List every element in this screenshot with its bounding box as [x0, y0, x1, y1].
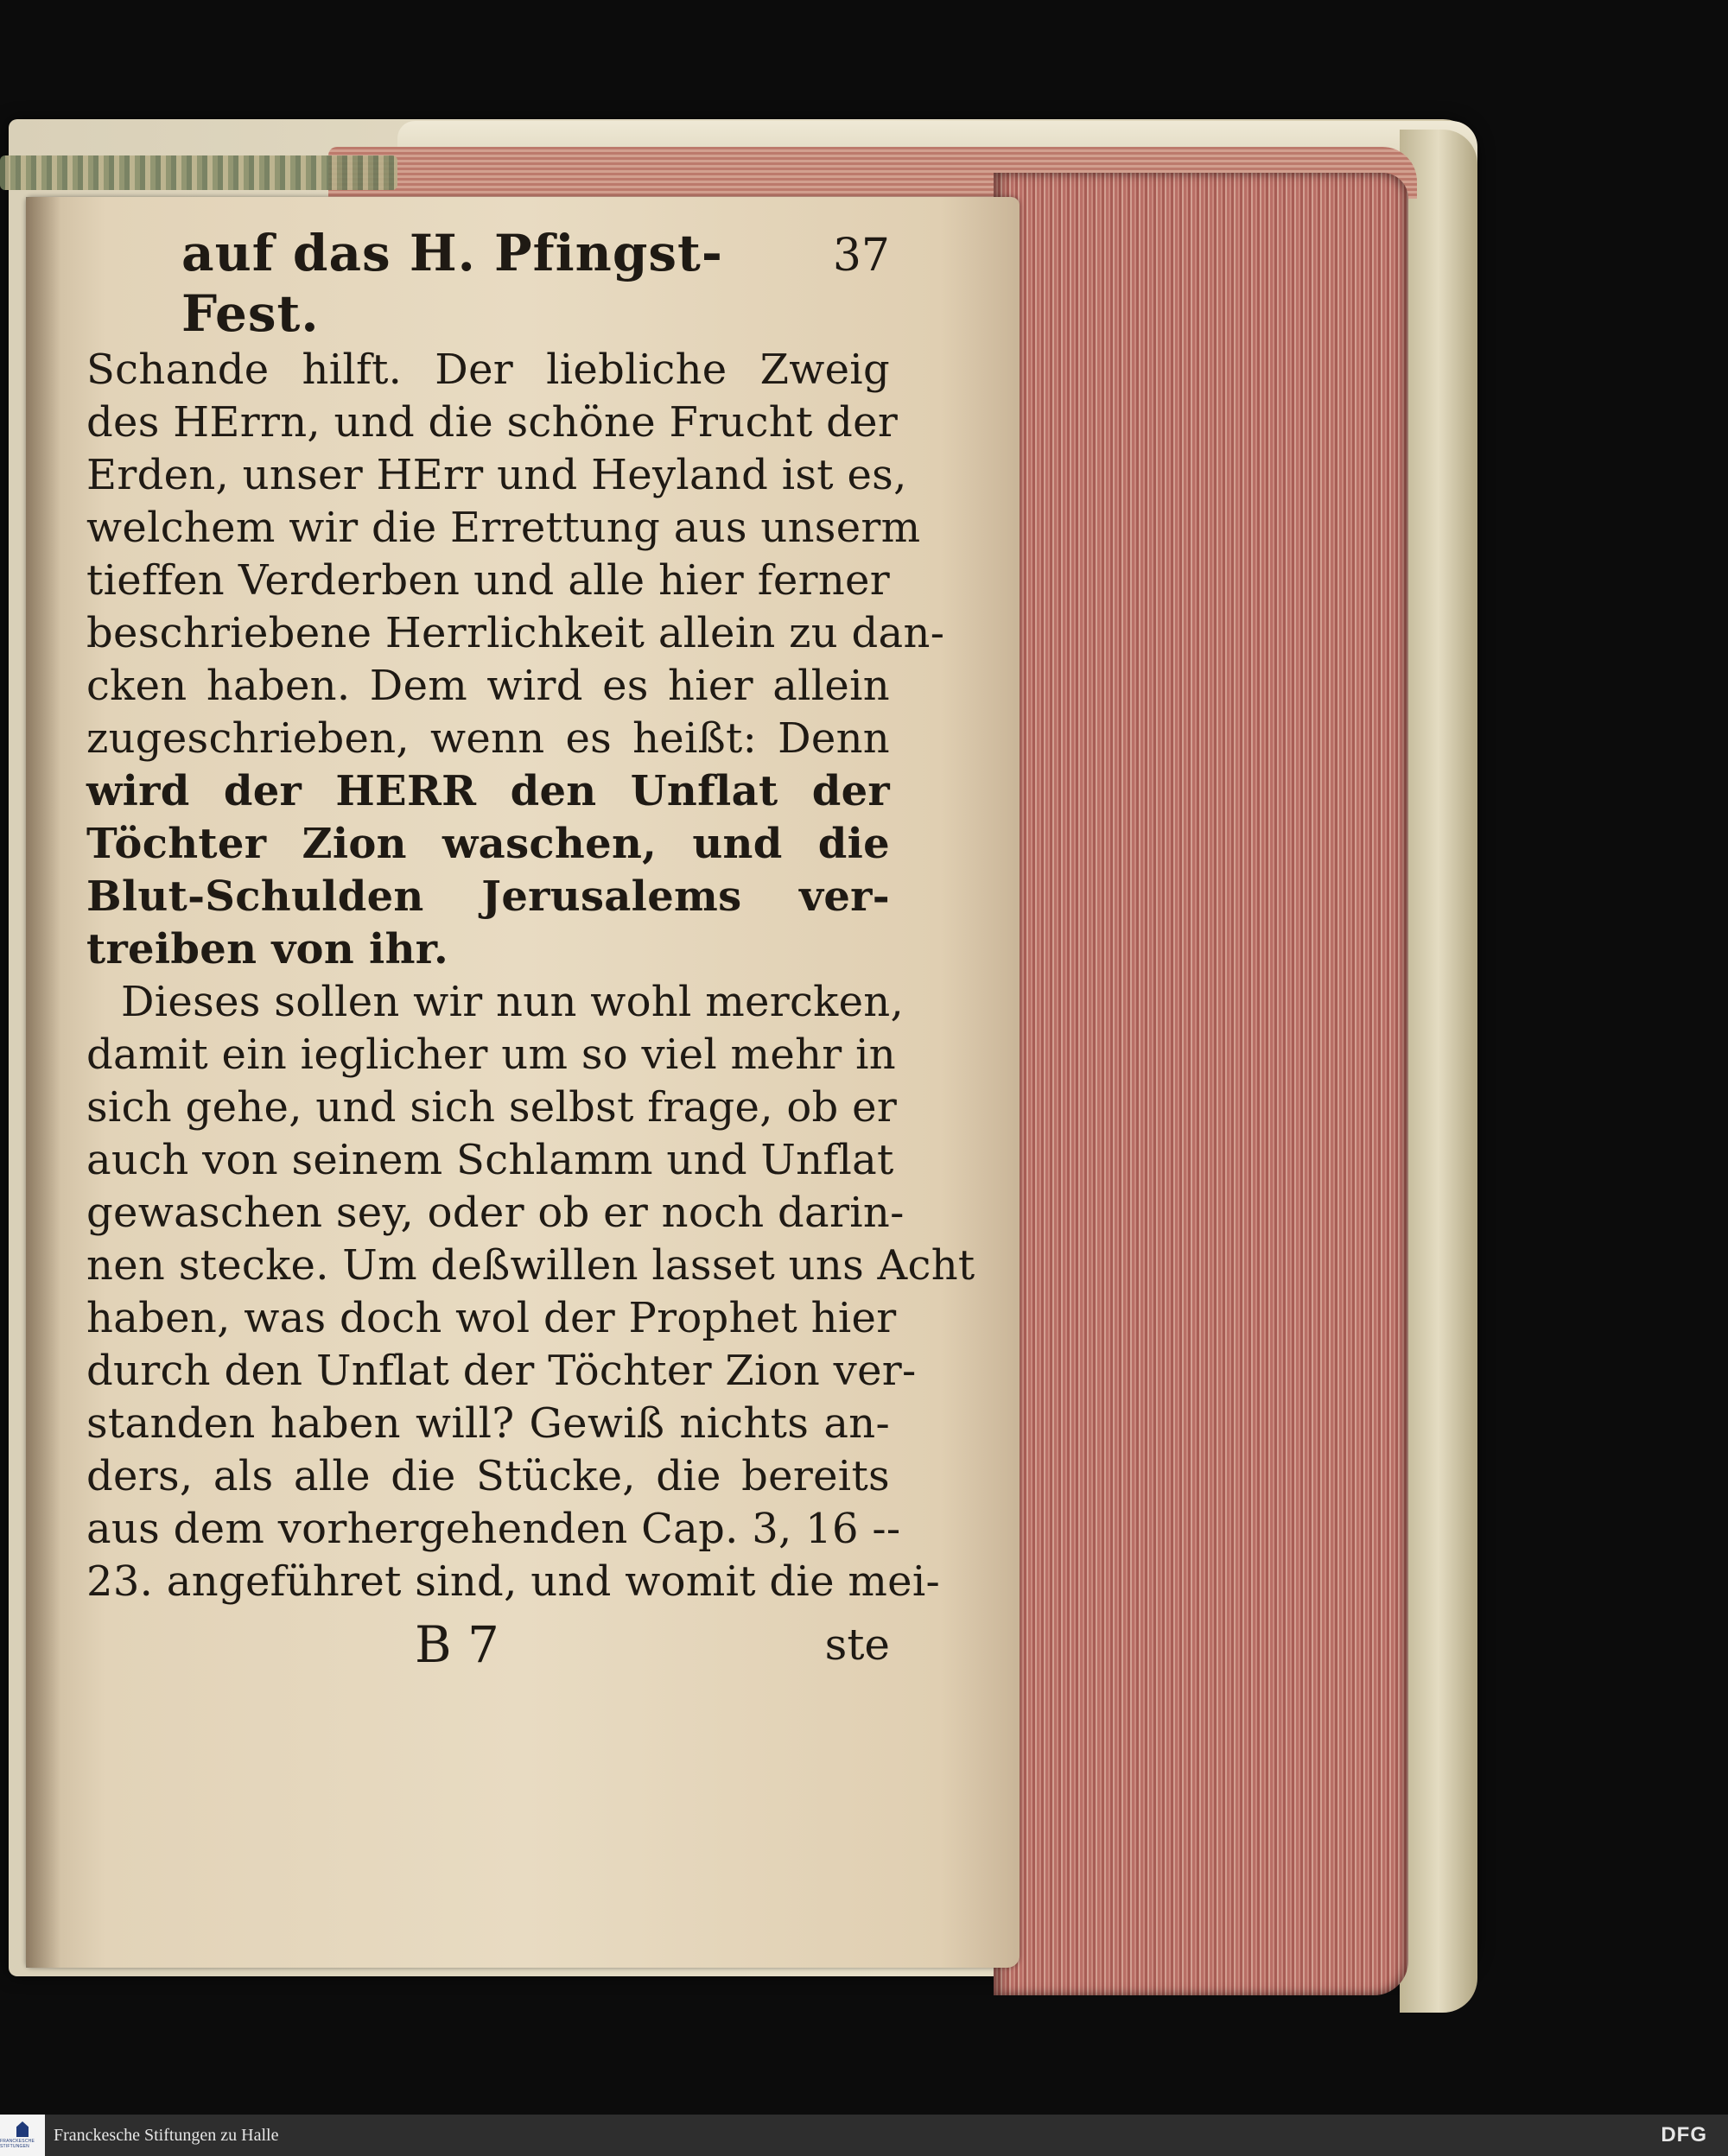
- text-line: Erden, unser HErr und Heyland ist es,: [86, 451, 907, 499]
- logo-text: FRANCKESCHE STIFTUNGEN: [0, 2139, 35, 2149]
- text-line: tieffen Verderben und alle hier ferner: [86, 556, 890, 605]
- building-icon: [16, 2121, 29, 2137]
- page-number: 37: [832, 230, 890, 282]
- text-line-paragraph-start: Dieses sollen wir nun wohl mercken,: [121, 978, 905, 1026]
- text-line: standen haben will? Gewiß nichts an-: [86, 1399, 890, 1448]
- institution-logo: [0, 2115, 45, 2156]
- text-line: Schande hilft. Der liebliche Zweig: [86, 346, 890, 394]
- running-head: [86, 223, 890, 344]
- text-line: auch von seinem Schlamm und Unflat: [86, 1136, 894, 1184]
- text-line: welchem wir die Errettung aus unserm: [86, 504, 921, 552]
- text-line: haben, was doch wol der Prophet hier: [86, 1294, 897, 1342]
- running-head-title: auf das H. Pfingst-Fest.: [181, 224, 723, 343]
- cover-fore-edge: [1400, 130, 1477, 2013]
- text-line: nen stecke. Um deßwillen lasset uns Acht: [86, 1241, 975, 1290]
- text-line: beschriebene Herrlichkeit allein zu dan-: [86, 609, 945, 657]
- text-line-quote: Töchter Zion waschen, und die: [86, 820, 890, 868]
- text-line: des HErrn, und die schöne Frucht der: [86, 398, 899, 447]
- text-line: zugeschrieben, wenn es heißt: Denn: [86, 714, 890, 763]
- text-line-quote: treiben von ihr.: [86, 925, 448, 973]
- text-line: aus dem vorhergehenden Cap. 3, 16 --: [86, 1505, 901, 1553]
- dfg-logo: DFG: [1661, 2123, 1707, 2146]
- text-line: durch den Unflat der Töchter Zion ver-: [86, 1347, 917, 1395]
- text-line: gewaschen sey, oder ob er noch darin-: [86, 1189, 905, 1237]
- viewer-footer-bar: [0, 2115, 1728, 2156]
- page-footer: [86, 1612, 890, 1677]
- text-line-quote: wird der HERR den Unflat der: [86, 767, 890, 815]
- institution-name: Franckesche Stiftungen zu Halle: [54, 2125, 279, 2145]
- text-line: cken haben. Dem wird es hier allein: [86, 662, 890, 710]
- text-line: damit ein ieglicher um so viel mehr in: [86, 1030, 896, 1079]
- page-gutter-shadow: [26, 197, 60, 1968]
- text-line: sich gehe, und sich selbst frage, ob er: [86, 1083, 898, 1132]
- catchword: ste: [824, 1620, 890, 1670]
- text-line: ders, als alle die Stücke, die bereits: [86, 1452, 890, 1500]
- page-block-red-edge: [994, 173, 1408, 1995]
- signature-mark: B 7: [415, 1615, 499, 1674]
- headband: [0, 155, 397, 190]
- text-line-quote: Blut-Schulden Jerusalems ver-: [86, 872, 890, 921]
- page-text-block: [86, 223, 975, 1677]
- text-line: 23. angeführet sind, und womit die mei-: [86, 1557, 941, 1606]
